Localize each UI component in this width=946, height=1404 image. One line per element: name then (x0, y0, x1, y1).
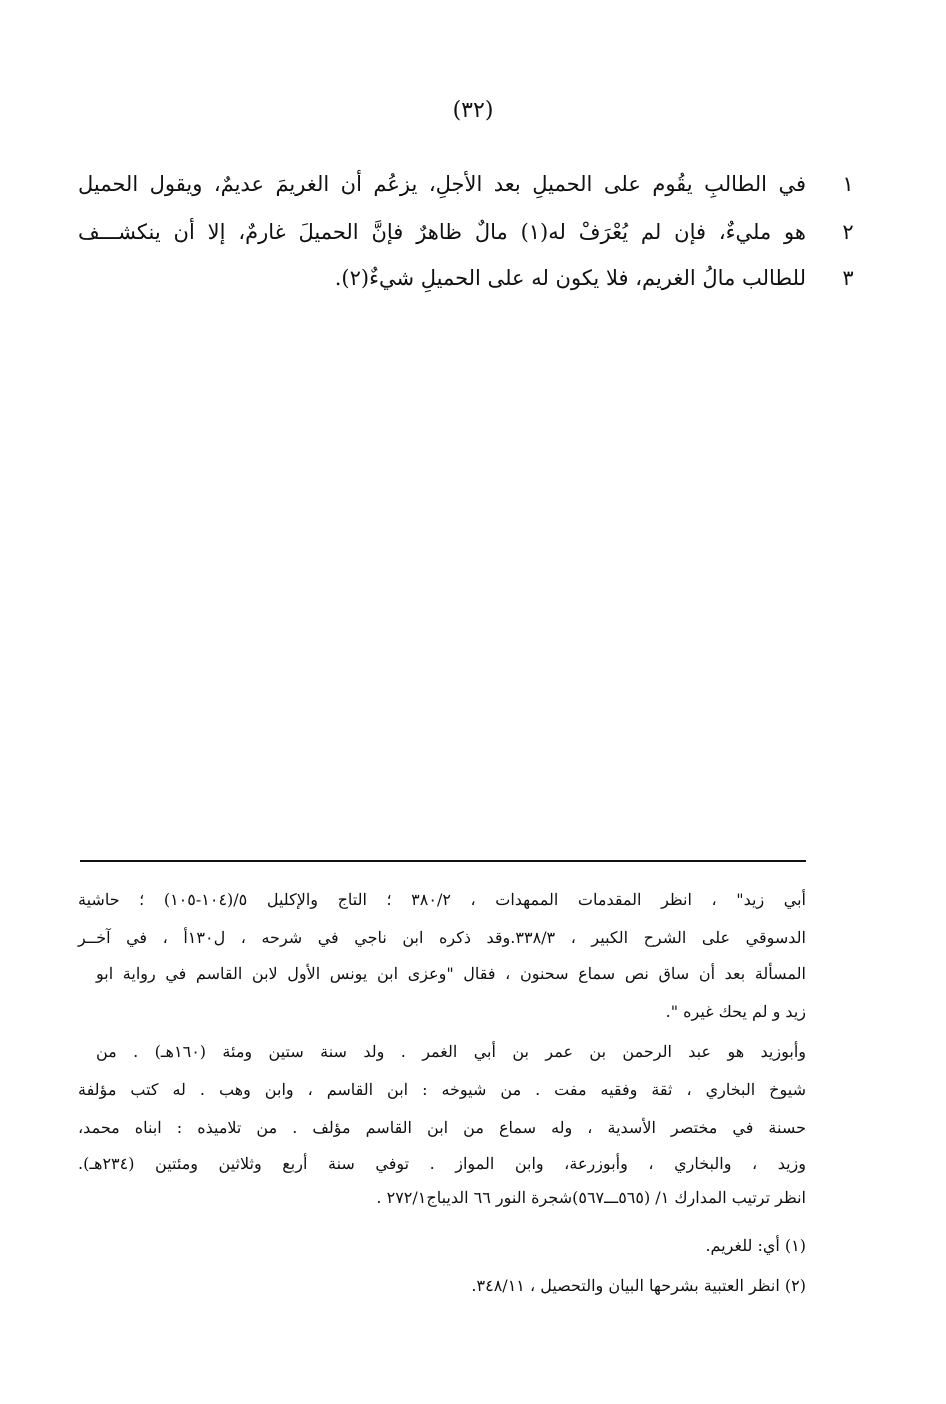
text-line-2 (78, 220, 868, 260)
note-line: شيوخ البخاري ، ثقة وفقيه مفت . من شيوخه : ابن القاسم ، وابن وهب . له كتب مؤلفة (78, 1080, 806, 1099)
text-line-1 (78, 172, 868, 212)
note-line: زيد و لم يحك غيره ". (665, 1002, 806, 1021)
note-line: حسنة في مختصر الأسدية ، وله سماع من ابن القاسم مؤلف . من تلاميذه : ابناه محمد، (78, 1118, 806, 1137)
line-text: للطالب مالُ الغريم، فلا يكون له على الحميلِ شيءٌ(٢). (334, 266, 806, 290)
note-line: أبي زيد" ، انظر المقدمات الممهدات ، ٣٨٠/٢ ؛ التاج والإكليل ٥/(١٠٤-١٠٥) ؛ حاشية (78, 890, 807, 909)
line-text: هو مليءٌ، فإن لم يُعْرَفْ له(١) مالٌ ظاهرٌ فإنَّ الحميلَ غارمٌ، إلا أن ينكشـــف (78, 220, 806, 244)
line-number: ٣ (842, 266, 854, 290)
text-line-3 (78, 266, 868, 306)
note-line: انظر ترتيب المدارك ١/ (٥٦٥ـــ٥٦٧)شجرة النور ٦٦ الديباج٢٧٢/١ . (376, 1188, 806, 1207)
footnote-2: (٢) انظر العتبية بشرحها البيان والتحصيل ، ٣٤٨/١١. (471, 1276, 806, 1295)
footnote-separator (80, 860, 806, 862)
line-number: ٢ (842, 220, 854, 244)
line-number: ١ (842, 172, 854, 196)
note-line: الدسوقي على الشرح الكبير ، ٣٣٨/٣.وقد ذكره ابن ناجي في شرحه ، ل١٣٠أ ، في آخــر (78, 928, 807, 947)
note-line: وزيد ، والبخاري ، وأبوزرعة، وابن المواز . توفي سنة أربع وثلاثين ومئتين (٢٣٤هـ). (78, 1154, 806, 1173)
note-line: وأبوزيد هو عبد الرحمن بن عمر بن أبي الغمر . ولد سنة ستين ومئة (١٦٠هـ) . من (96, 1042, 807, 1061)
footnote-1: (١) أي: للغريم. (705, 1236, 806, 1255)
note-line: المسألة بعد أن ساق نص سماع سحنون ، فقال "وعزى ابن يونس الأول لابن القاسم في رواية ابو (96, 964, 806, 983)
line-text: في الطالبِ يقُوم على الحميلِ بعد الأجلِ، يزعُم أن الغريمَ عديمٌ، ويقول الحميل (78, 172, 806, 196)
page-number: (٣٢) (452, 98, 494, 123)
